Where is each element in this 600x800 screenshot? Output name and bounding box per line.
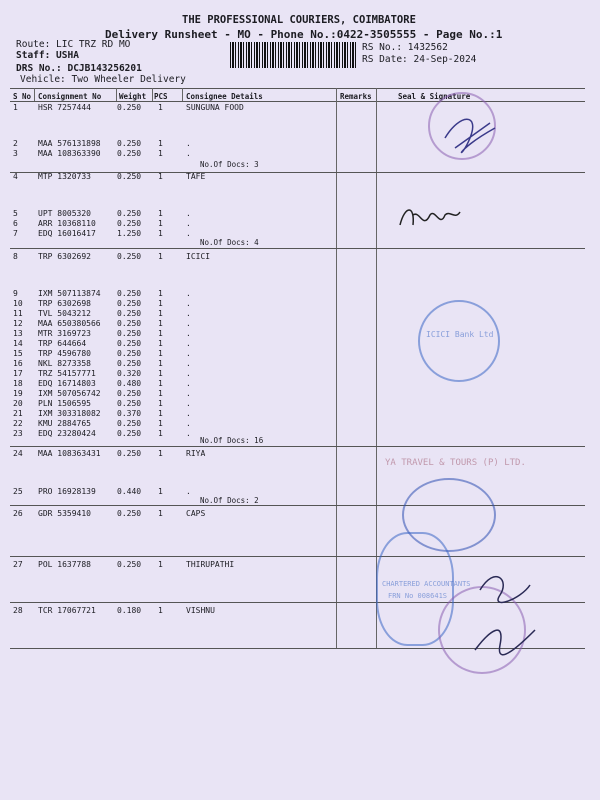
row-cons: PRO 16928139: [38, 487, 96, 496]
row-sno: 17: [13, 369, 23, 378]
row-sno: 5: [13, 209, 18, 218]
row-cons: MAA 108363431: [38, 449, 101, 458]
row-details: .: [186, 319, 191, 328]
row-details: .: [186, 359, 191, 368]
icici-stamp-label: ICICI Bank Ltd: [426, 330, 494, 339]
row-details: VISHNU: [186, 606, 215, 615]
row-sno: 3: [13, 149, 18, 158]
drs-number: DRS No.: DCJB143256201: [16, 63, 142, 74]
row-sno: 6: [13, 219, 18, 228]
row-sno: 14: [13, 339, 23, 348]
row-pcs: 1: [158, 389, 163, 398]
row-sno: 22: [13, 419, 23, 428]
col-header-sno: S No: [13, 92, 32, 101]
row-wt: 0.250: [117, 299, 142, 308]
row-wt: 0.250: [117, 419, 142, 428]
col-header-consignee: Consignee Details: [186, 92, 263, 101]
row-cons: TVL 5043212: [38, 309, 91, 318]
group-total: No.Of Docs: 3: [200, 160, 259, 169]
row-pcs: 1: [158, 449, 163, 458]
col-header-weight: Weight: [119, 92, 147, 101]
row-details: TAFE: [186, 172, 206, 181]
rs-number: RS No.: 1432562: [362, 42, 448, 53]
row-cons: ARR 10368110: [38, 219, 96, 228]
row-wt: 0.250: [117, 103, 142, 112]
col-header-pcs: PCS: [154, 92, 168, 101]
group-separator: [10, 505, 585, 506]
row-pcs: 1: [158, 379, 163, 388]
row-sno: 1: [13, 103, 18, 112]
group-total: No.Of Docs: 4: [200, 238, 259, 247]
row-details: .: [186, 389, 191, 398]
row-wt: 0.250: [117, 149, 142, 158]
runsheet-subtitle: Delivery Runsheet - MO - Phone No.:0422-3505555 - Page No.:1: [105, 28, 503, 41]
row-cons: KMU 2884765: [38, 419, 91, 428]
route-label: Route: LIC TRZ RD MO: [16, 39, 131, 50]
row-wt: 0.250: [117, 429, 142, 438]
row-pcs: 1: [158, 560, 163, 569]
row-wt: 0.250: [117, 209, 142, 218]
signature-mark: [470, 560, 540, 660]
row-details: .: [186, 209, 191, 218]
rs-date: RS Date: 24-Sep-2024: [362, 54, 477, 65]
row-details: .: [186, 349, 191, 358]
row-sno: 23: [13, 429, 23, 438]
row-pcs: 1: [158, 319, 163, 328]
row-details: RIYA: [186, 449, 206, 458]
group-total: No.Of Docs: 2: [200, 496, 259, 505]
row-details: SUNGUNA FOOD: [186, 103, 244, 112]
row-wt: 1.250: [117, 229, 142, 238]
row-cons: PLN 1506595: [38, 399, 91, 408]
row-sno: 27: [13, 560, 23, 569]
row-details: .: [186, 229, 191, 238]
row-sno: 11: [13, 309, 23, 318]
row-details: .: [186, 299, 191, 308]
row-sno: 9: [13, 289, 18, 298]
row-sno: 21: [13, 409, 23, 418]
row-pcs: 1: [158, 359, 163, 368]
row-sno: 19: [13, 389, 23, 398]
row-cons: IXM 507113874: [38, 289, 101, 298]
row-cons: GDR 5359410: [38, 509, 91, 518]
frn-stamp-label: FRN No 008641S: [388, 592, 448, 600]
row-pcs: 1: [158, 329, 163, 338]
row-cons: HSR 7257444: [38, 103, 91, 112]
row-pcs: 1: [158, 139, 163, 148]
row-cons: TRP 6302698: [38, 299, 91, 308]
row-pcs: 1: [158, 149, 163, 158]
travel-stamp-text: YA TRAVEL & TOURS (P) LTD.: [385, 458, 526, 468]
row-sno: 24: [13, 449, 23, 458]
row-cons: UPT 8005320: [38, 209, 91, 218]
row-pcs: 1: [158, 172, 163, 181]
row-sno: 10: [13, 299, 23, 308]
row-wt: 0.180: [117, 606, 142, 615]
group-separator: [10, 446, 585, 447]
row-pcs: 1: [158, 349, 163, 358]
row-sno: 7: [13, 229, 18, 238]
row-wt: 0.250: [117, 309, 142, 318]
row-cons: TCR 17067721: [38, 606, 96, 615]
row-details: .: [186, 369, 191, 378]
row-details: .: [186, 309, 191, 318]
row-wt: 0.250: [117, 359, 142, 368]
row-wt: 0.440: [117, 487, 142, 496]
row-details: ICICI: [186, 252, 211, 261]
row-wt: 0.250: [117, 509, 142, 518]
barcode: [230, 42, 356, 68]
row-wt: 0.250: [117, 319, 142, 328]
row-sno: 15: [13, 349, 23, 358]
vehicle-label: Vehicle: Two Wheeler Delivery: [20, 74, 186, 85]
company-title: THE PROFESSIONAL COURIERS, COIMBATORE: [182, 14, 416, 26]
row-wt: 0.250: [117, 389, 142, 398]
row-pcs: 1: [158, 606, 163, 615]
row-wt: 0.250: [117, 329, 142, 338]
row-details: .: [186, 289, 191, 298]
col-divider: [182, 88, 183, 101]
group-separator: [10, 172, 585, 173]
row-pcs: 1: [158, 229, 163, 238]
col-header-seal: Seal & Signature: [398, 92, 471, 101]
ca-stamp-label: CHARTERED ACCOUNTANTS: [382, 580, 471, 588]
row-pcs: 1: [158, 209, 163, 218]
row-cons: MTP 1320733: [38, 172, 91, 181]
row-details: CAPS: [186, 509, 206, 518]
signature-mark: [395, 200, 465, 235]
row-pcs: 1: [158, 429, 163, 438]
row-wt: 0.250: [117, 252, 142, 261]
row-cons: IXM 507056742: [38, 389, 101, 398]
row-sno: 16: [13, 359, 23, 368]
row-pcs: 1: [158, 399, 163, 408]
row-wt: 0.250: [117, 289, 142, 298]
row-pcs: 1: [158, 289, 163, 298]
row-sno: 20: [13, 399, 23, 408]
row-sno: 13: [13, 329, 23, 338]
row-details: .: [186, 409, 191, 418]
row-cons: MAA 576131898: [38, 139, 101, 148]
row-wt: 0.250: [117, 339, 142, 348]
row-pcs: 1: [158, 309, 163, 318]
row-pcs: 1: [158, 339, 163, 348]
row-details: .: [186, 399, 191, 408]
row-cons: TRZ 54157771: [38, 369, 96, 378]
row-sno: 18: [13, 379, 23, 388]
row-sno: 12: [13, 319, 23, 328]
row-wt: 0.250: [117, 139, 142, 148]
row-sno: 28: [13, 606, 23, 615]
row-details: .: [186, 419, 191, 428]
row-sno: 25: [13, 487, 23, 496]
row-cons: EDQ 16714803: [38, 379, 96, 388]
row-wt: 0.250: [117, 399, 142, 408]
group-separator: [10, 556, 585, 557]
col-header-consignment: Consignment No: [38, 92, 102, 101]
icici-bank-stamp: [418, 300, 500, 382]
row-pcs: 1: [158, 299, 163, 308]
row-pcs: 1: [158, 369, 163, 378]
row-details: .: [186, 429, 191, 438]
col-divider: [116, 88, 117, 101]
row-cons: TRP 4596780: [38, 349, 91, 358]
row-wt: 0.250: [117, 560, 142, 569]
row-cons: TRP 644664: [38, 339, 87, 348]
row-details: .: [186, 339, 191, 348]
group-total: No.Of Docs: 16: [200, 436, 264, 445]
row-cons: TRP 6302692: [38, 252, 91, 261]
row-pcs: 1: [158, 409, 163, 418]
row-details: .: [186, 149, 191, 158]
row-cons: POL 1637788: [38, 560, 91, 569]
row-details: .: [186, 329, 191, 338]
group-separator: [10, 248, 585, 249]
row-wt: 0.320: [117, 369, 142, 378]
row-sno: 8: [13, 252, 18, 261]
row-pcs: 1: [158, 219, 163, 228]
staff-label: Staff: USHA: [16, 50, 79, 61]
row-pcs: 1: [158, 509, 163, 518]
row-wt: 0.480: [117, 379, 142, 388]
table-top-border: [10, 88, 585, 89]
col-header-remarks: Remarks: [340, 92, 372, 101]
row-pcs: 1: [158, 419, 163, 428]
header-bottom-border: [10, 101, 585, 102]
row-details: .: [186, 487, 191, 496]
row-details: .: [186, 219, 191, 228]
row-cons: EDQ 16016417: [38, 229, 96, 238]
row-details: THIRUPATHI: [186, 560, 235, 569]
row-pcs: 1: [158, 252, 163, 261]
row-cons: MAA 108363390: [38, 149, 101, 158]
row-pcs: 1: [158, 103, 163, 112]
row-pcs: 1: [158, 487, 163, 496]
row-cons: EDQ 23280424: [38, 429, 96, 438]
row-wt: 0.250: [117, 219, 142, 228]
row-wt: 0.250: [117, 449, 142, 458]
row-wt: 0.250: [117, 349, 142, 358]
row-wt: 0.250: [117, 172, 142, 181]
row-sno: 2: [13, 139, 18, 148]
col-divider: [34, 88, 35, 101]
row-cons: MTR 3169723: [38, 329, 91, 338]
signature-mark: [440, 108, 500, 158]
row-sno: 4: [13, 172, 18, 181]
row-wt: 0.370: [117, 409, 142, 418]
row-cons: NKL 8273358: [38, 359, 91, 368]
row-details: .: [186, 379, 191, 388]
row-cons: MAA 650380566: [38, 319, 101, 328]
row-details: .: [186, 139, 191, 148]
col-divider: [152, 88, 153, 101]
row-sno: 26: [13, 509, 23, 518]
row-cons: IXM 303318082: [38, 409, 101, 418]
